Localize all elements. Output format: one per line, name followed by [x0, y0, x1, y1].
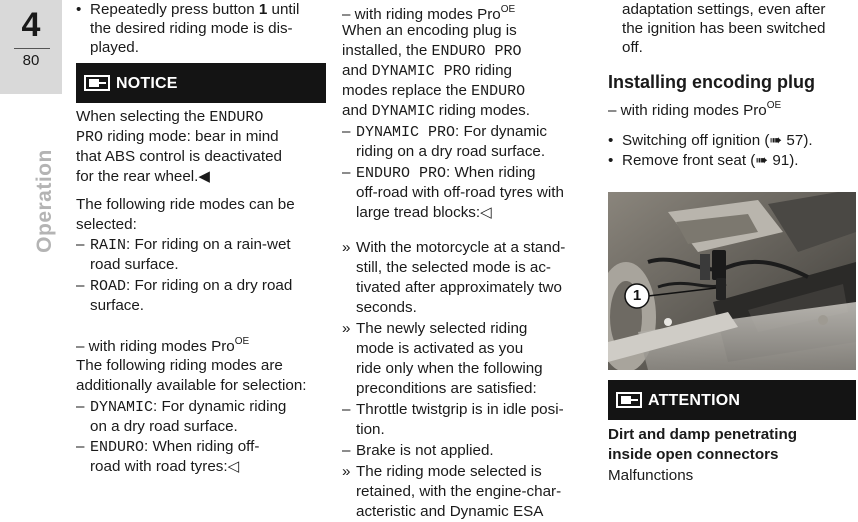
mode-item-dynamic — [76, 417, 340, 437]
mode-name: DYNAMIC PRO — [356, 124, 456, 141]
paragraph — [342, 101, 592, 122]
text: : When riding off- — [144, 438, 260, 455]
dash: – — [76, 277, 85, 294]
text: off. — [622, 39, 643, 56]
superscript: OE — [234, 336, 250, 347]
attention-box — [608, 380, 856, 420]
text: The riding mode selected is — [356, 463, 542, 480]
paragraph — [76, 215, 326, 235]
superscript: OE — [500, 4, 516, 15]
paragraph — [342, 21, 592, 41]
result-retained-cont — [608, 0, 858, 20]
text: : For riding on a rain-wet — [126, 236, 291, 253]
text: riding modes. — [434, 102, 530, 119]
dash: – — [342, 164, 351, 181]
mode-item-rain — [76, 235, 340, 256]
page-reference: 91). — [768, 152, 799, 169]
result-retained-cont — [608, 38, 858, 58]
text: tion. — [356, 421, 385, 438]
text: road with road tyres:◁ — [90, 458, 240, 475]
chapter-divider — [14, 48, 50, 49]
text: off-road with off-road tyres with — [356, 184, 564, 201]
text: still, the selected mode is ac- — [356, 259, 551, 276]
notice-box — [76, 63, 326, 103]
text: When selecting the — [76, 108, 210, 125]
text: Brake is not applied. — [356, 442, 494, 459]
text: retained, with the engine-char- — [356, 483, 562, 500]
variant-note — [76, 332, 326, 357]
dash: – — [76, 438, 85, 455]
paragraph — [76, 195, 326, 215]
result-riding — [342, 339, 606, 359]
paragraph — [76, 376, 326, 396]
text: seconds. — [356, 299, 417, 316]
mode-name: PRO — [76, 129, 104, 146]
mode-item-enduro — [76, 437, 340, 458]
result-marker: » — [342, 320, 351, 337]
mode-item-road — [76, 276, 340, 297]
text: preconditions are satisfied: — [356, 380, 537, 397]
callout-number: 1 — [632, 287, 642, 304]
text: riding mode: bear in mind — [103, 128, 279, 145]
text: the desired riding mode is dis- — [90, 20, 293, 37]
text: : For dynamic riding — [153, 398, 287, 415]
mode-item-enduro-pro — [342, 203, 606, 223]
step-line — [76, 19, 340, 39]
text: for the rear wheel.◀ — [76, 168, 211, 185]
text: additionally available for selection: — [76, 377, 307, 394]
mode-name: DYNAMIC PRO — [371, 63, 471, 80]
text: : When riding — [446, 164, 536, 181]
result-standstill — [342, 298, 606, 318]
result-retained-cont — [608, 19, 858, 39]
mode-name: ENDURO PRO — [356, 165, 447, 182]
text: acteristic and Dynamic ESA — [356, 503, 544, 520]
text: installed, the — [342, 42, 432, 59]
chapter-tab — [0, 0, 62, 94]
result-riding — [342, 379, 606, 399]
section-title — [34, 148, 56, 254]
hand-pointer-icon — [84, 75, 110, 91]
text: modes replace the — [342, 82, 472, 99]
mode-name: DYNAMIC — [90, 399, 154, 416]
variant-note — [608, 96, 856, 121]
precondition-throttle — [342, 420, 606, 440]
text: : For dynamic — [455, 123, 548, 140]
text: – with riding modes Pro — [608, 102, 767, 119]
text: The newly selected riding — [356, 320, 528, 337]
result-riding — [342, 359, 606, 379]
text: large tread blocks:◁ — [356, 204, 492, 221]
mode-item-enduro-pro — [342, 183, 606, 203]
text: the ignition has been switched — [622, 20, 826, 37]
mode-name: ENDURO PRO — [431, 43, 522, 60]
notice-text — [76, 167, 326, 187]
mode-item-enduro — [76, 457, 340, 477]
result-standstill — [342, 238, 606, 258]
paragraph — [342, 81, 592, 102]
mode-name: ROAD — [90, 278, 127, 295]
chapter-number: 4 — [21, 6, 41, 44]
text: ride only when the following — [356, 360, 543, 377]
attention-label: ATTENTION — [648, 392, 741, 409]
text: When an encoding plug is — [342, 22, 517, 39]
result-retained — [342, 502, 606, 522]
hand-pointer-icon — [616, 392, 642, 408]
text: and — [342, 102, 372, 119]
motorcycle-connector-illustration — [608, 192, 856, 370]
result-marker: » — [342, 463, 351, 480]
result-standstill — [342, 258, 606, 278]
step-press-button — [76, 0, 340, 20]
text: until — [267, 1, 300, 18]
mode-name: ENDURO — [90, 439, 145, 456]
text: adaptation settings, even after — [622, 1, 826, 18]
precondition-throttle — [342, 400, 606, 420]
mode-item-road — [76, 296, 340, 316]
dash: – — [76, 398, 85, 415]
text: mode is activated as you — [356, 340, 524, 357]
step-remove-seat — [608, 151, 858, 171]
result-riding — [342, 319, 606, 339]
text: The following ride modes can be — [76, 196, 295, 213]
warning-title: inside open connectors — [608, 446, 779, 463]
result-standstill — [342, 278, 606, 298]
text: The following riding modes are — [76, 357, 283, 374]
notice-text — [76, 127, 326, 148]
superscript: OE — [766, 100, 782, 111]
mode-item-dynamic-pro — [342, 142, 606, 162]
text: Remove front seat ( — [622, 152, 756, 169]
notice-label: NOTICE — [116, 75, 178, 92]
section-title-text: Operation — [33, 149, 56, 253]
page-reference-arrow-icon: ➠ — [769, 132, 783, 149]
text: With the motorcycle at a stand- — [356, 239, 566, 256]
warning-title: Dirt and damp penetrating — [608, 426, 798, 443]
section-heading: Installing encoding plug — [608, 72, 815, 92]
button-number: 1 — [258, 1, 268, 18]
paragraph — [342, 41, 592, 62]
paragraph — [76, 356, 326, 376]
step-line — [76, 38, 340, 58]
text: road surface. — [90, 256, 179, 273]
text: that ABS control is deactivated — [76, 148, 282, 165]
text: : For riding on a dry road — [126, 277, 293, 294]
text: on a dry road surface. — [90, 418, 238, 435]
text: – with riding modes Pro — [342, 6, 501, 23]
dash: – — [342, 442, 351, 459]
page-number: 80 — [22, 52, 40, 69]
text: and — [342, 62, 372, 79]
step-switch-off-ignition — [608, 131, 858, 151]
text: Throttle twistgrip is in idle posi- — [356, 401, 564, 418]
text: riding — [470, 62, 512, 79]
text: surface. — [90, 297, 145, 314]
bullet: • — [608, 132, 614, 149]
dash: – — [76, 236, 85, 253]
mode-item-dynamic-pro — [342, 122, 606, 143]
paragraph — [342, 61, 592, 82]
mode-item-enduro-pro — [342, 163, 606, 184]
notice-text — [76, 107, 326, 128]
result-retained — [342, 462, 606, 482]
result-retained — [342, 482, 606, 502]
text: selected: — [76, 216, 137, 233]
mode-name: RAIN — [90, 237, 127, 254]
mode-item-dynamic — [76, 397, 340, 418]
text: played. — [90, 39, 139, 56]
bullet: • — [608, 152, 614, 169]
mode-item-rain — [76, 255, 340, 275]
warning-consequence: Malfunctions — [608, 467, 694, 484]
mode-name: ENDURO — [471, 83, 526, 100]
precondition-brake — [342, 441, 606, 461]
mode-name: ENDURO — [209, 109, 264, 126]
mode-name: DYNAMIC — [371, 103, 435, 120]
result-marker: » — [342, 239, 351, 256]
text: riding on a dry road surface. — [356, 143, 546, 160]
bullet: • — [76, 1, 82, 18]
notice-text — [76, 147, 326, 167]
dash: – — [342, 123, 351, 140]
text: tivated after approximately two — [356, 279, 562, 296]
text: Switching off ignition ( — [622, 132, 770, 149]
page-reference-arrow-icon: ➠ — [755, 152, 769, 169]
page-reference: 57). — [782, 132, 813, 149]
dash: – — [342, 401, 351, 418]
text: Repeatedly press button — [90, 1, 259, 18]
encoding-plug-photo — [608, 192, 856, 370]
text: – with riding modes Pro — [76, 338, 235, 355]
